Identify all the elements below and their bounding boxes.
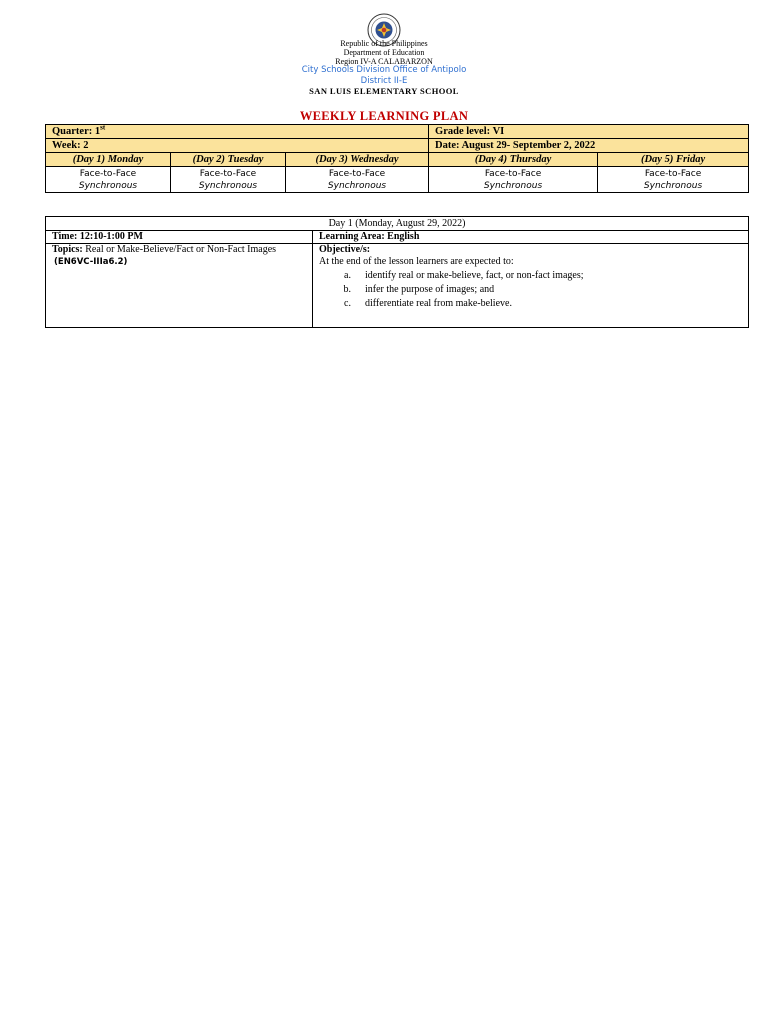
modality-cell: Face-to-Face Synchronous <box>429 167 598 193</box>
week-row <box>46 139 749 153</box>
modality-cell: Face-to-Face Synchronous <box>46 167 171 193</box>
header-department: Department of Education <box>343 48 425 57</box>
day-header: (Day 3) Wednesday <box>286 153 429 167</box>
modality-cell: Face-to-Face Synchronous <box>286 167 429 193</box>
header-region: Region IV-A CALABARZON <box>335 57 433 66</box>
topics-label: Topics: <box>52 244 83 255</box>
header-republic: Republic of the Philippines <box>340 39 428 48</box>
objectives-intro: At the end of the lesson learners are expected to: <box>319 256 514 267</box>
modality-cell: Face-to-Face Synchronous <box>598 167 749 193</box>
time-cell: Time: 12:10-1:00 PM <box>46 231 313 244</box>
days-header-row <box>46 153 749 167</box>
topics-text: Real or Make-Believe/Fact or Non-Fact Images <box>82 244 277 255</box>
objective-item: b. infer the purpose of images; and <box>343 284 495 295</box>
objective-item: c. differentiate real from make-believe. <box>344 298 512 309</box>
header-district: District II-E <box>360 76 408 86</box>
date-cell: Date: August 29- September 2, 2022 <box>429 139 749 153</box>
week-cell: Week: 2 <box>46 139 429 153</box>
day-header: (Day 4) Thursday <box>429 153 598 167</box>
objectives-title: Objective/s: <box>319 244 371 255</box>
quarter-cell: Quarter: 1st <box>46 125 429 139</box>
header-school: SAN LUIS ELEMENTARY SCHOOL <box>309 86 459 96</box>
modality-cell: Face-to-Face Synchronous <box>171 167 286 193</box>
day1-heading-row <box>46 217 749 231</box>
objectives-cell <box>313 244 749 328</box>
day1-heading: Day 1 (Monday, August 29, 2022) <box>46 217 749 231</box>
day1-table <box>45 216 749 328</box>
learning-area-cell: Learning Area: English <box>313 231 749 244</box>
day-header: (Day 5) Friday <box>598 153 749 167</box>
topics-cell <box>46 244 313 328</box>
day-header: (Day 1) Monday <box>46 153 171 167</box>
modality-row <box>46 167 749 193</box>
time-area-row <box>46 231 749 244</box>
weekly-plan-table <box>45 124 749 193</box>
quarter-row <box>46 125 749 139</box>
day-header: (Day 2) Tuesday <box>171 153 286 167</box>
header-division: City Schools Division Office of Antipolo <box>301 65 467 75</box>
grade-level-cell: Grade level: VI <box>429 125 749 139</box>
topics-objectives-row <box>46 244 749 328</box>
objective-item: a. identify real or make-believe, fact, or non-fact images; <box>344 270 584 281</box>
page-title: WEEKLY LEARNING PLAN <box>299 109 469 123</box>
objectives-list <box>319 269 742 311</box>
competency-code: (EN6VC-IIIa6.2) <box>54 257 128 267</box>
